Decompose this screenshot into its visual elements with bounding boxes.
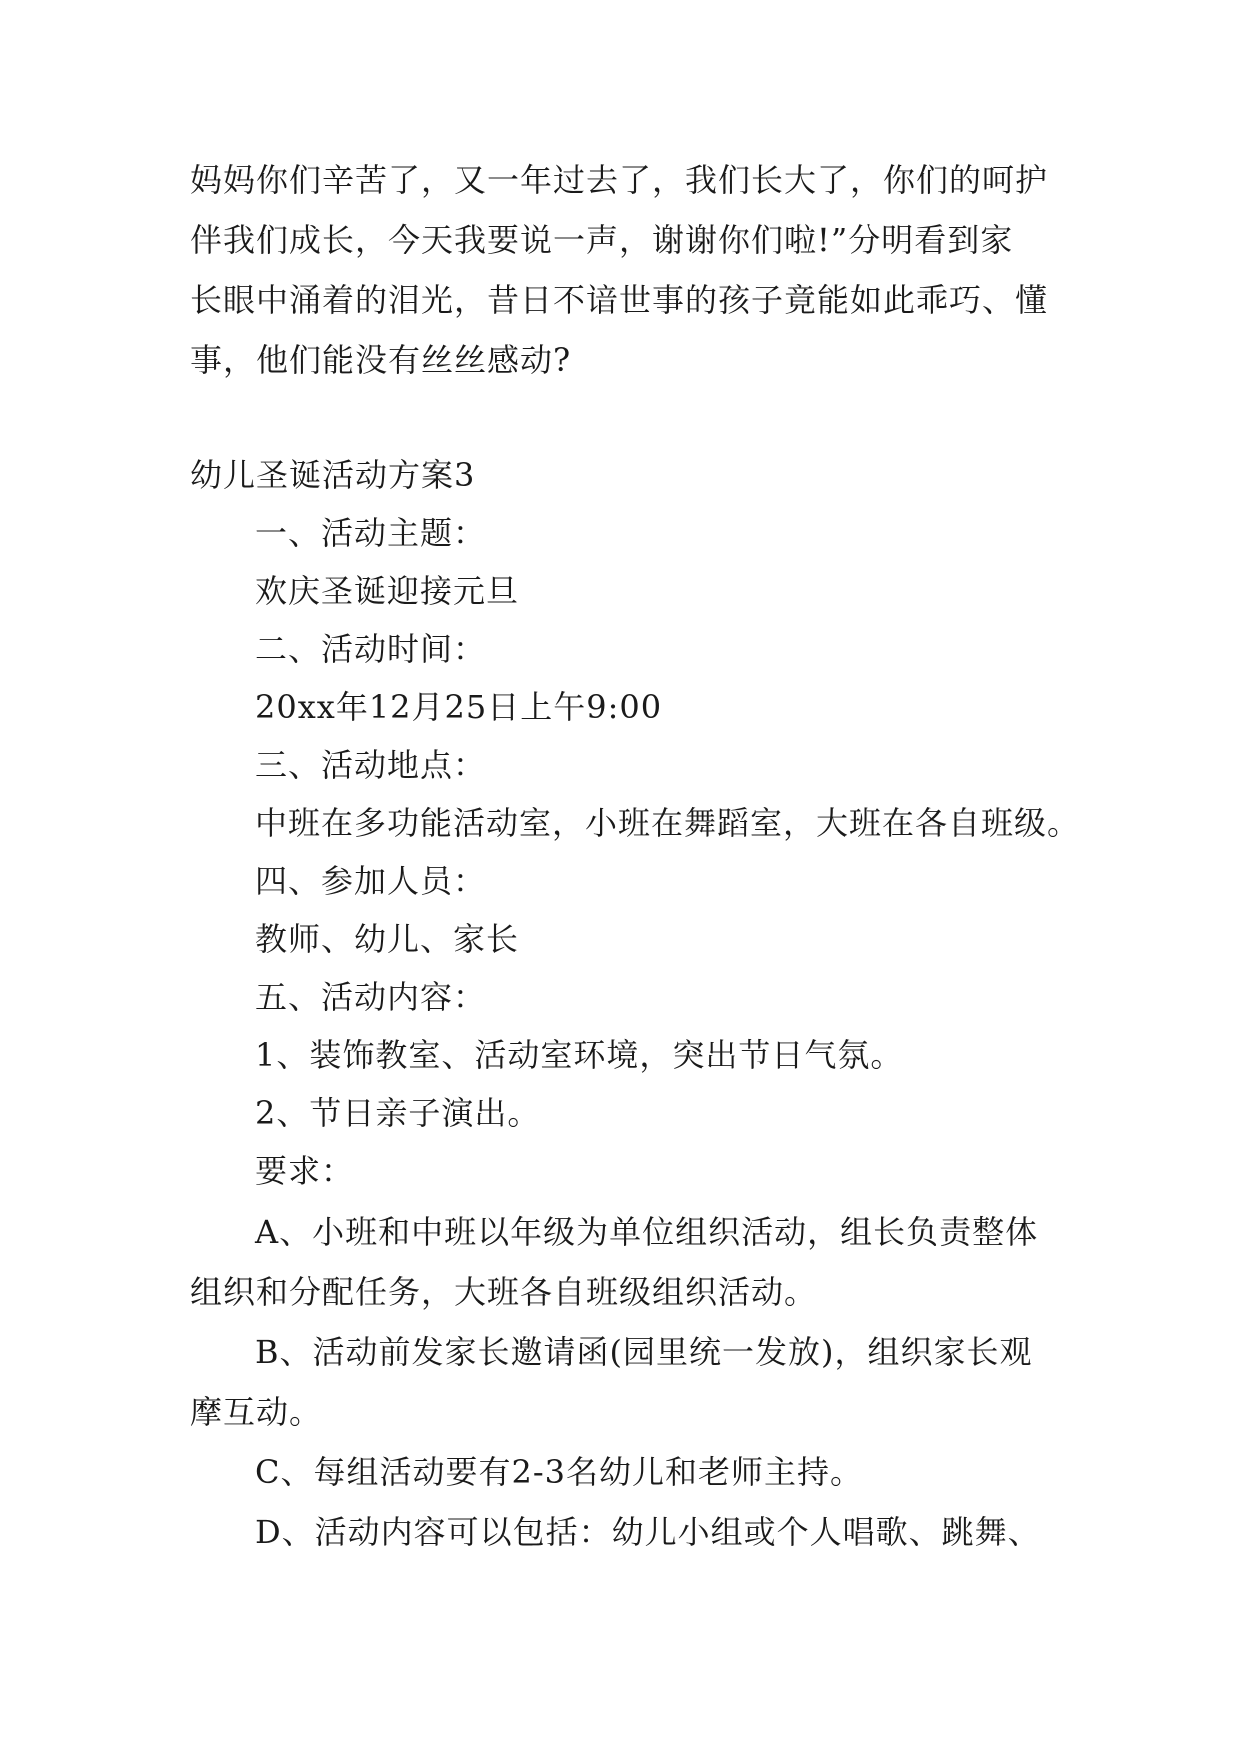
requirement-a-line-1: A、小班和中班以年级为单位组织活动，组长负责整体	[255, 1213, 1039, 1251]
section-title: 幼儿圣诞活动方案3	[190, 456, 476, 494]
participants-text: 教师、幼儿、家长	[255, 920, 520, 958]
intro-line-2: 伴我们成长，今天我要说一声，谢谢你们啦!”分明看到家	[190, 221, 1014, 259]
theme-text: 欢庆圣诞迎接元旦	[255, 572, 520, 610]
heading-time: 二、活动时间：	[255, 630, 487, 668]
location-text: 中班在多功能活动室，小班在舞蹈室，大班在各自班级。	[255, 804, 1081, 842]
heading-theme: 一、活动主题：	[255, 514, 487, 552]
intro-line-4: 事，他们能没有丝丝感动?	[190, 341, 572, 379]
heading-location: 三、活动地点：	[255, 746, 487, 784]
requirement-b-line-1: B、活动前发家长邀请函(园里统一发放)，组织家长观	[255, 1333, 1033, 1371]
requirement-c: C、每组活动要有2-3名幼儿和老师主持。	[255, 1453, 864, 1491]
intro-line-1: 妈妈你们辛苦了，又一年过去了，我们长大了，你们的呵护	[190, 161, 1049, 199]
requirement-a-line-2: 组织和分配任务，大班各自班级组织活动。	[190, 1273, 818, 1311]
heading-participants: 四、参加人员：	[255, 862, 487, 900]
time-text: 20xx年12月25日上午9:00	[255, 688, 663, 726]
requirement-b-line-2: 摩互动。	[190, 1393, 323, 1431]
content-item-2: 2、节日亲子演出。	[255, 1094, 541, 1132]
heading-requirements: 要求：	[255, 1152, 355, 1190]
content-item-1: 1、装饰教室、活动室环境，突出节日气氛。	[255, 1036, 904, 1074]
requirement-d: D、活动内容可以包括：幼儿小组或个人唱歌、跳舞、	[255, 1513, 1041, 1551]
intro-line-3: 长眼中涌着的泪光，昔日不谙世事的孩子竟能如此乖巧、懂	[190, 281, 1049, 319]
heading-content: 五、活动内容：	[255, 978, 487, 1016]
